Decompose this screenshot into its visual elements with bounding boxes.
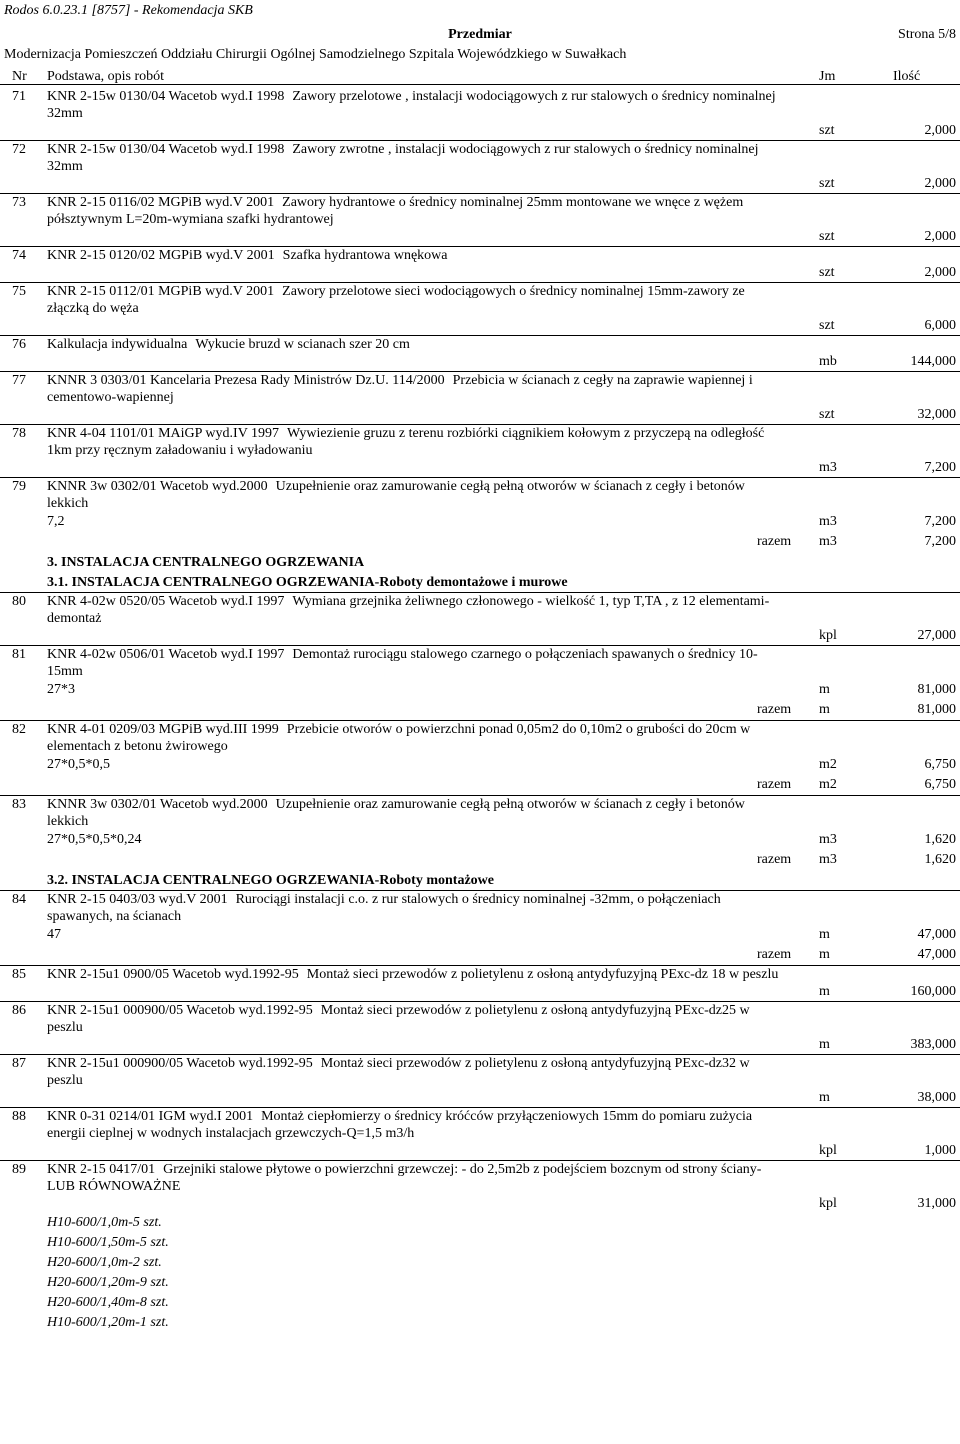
total-row (0, 532, 960, 552)
quantity-row (0, 1036, 960, 1054)
total-quantity: 6,750 (924, 777, 956, 792)
total-row (0, 775, 960, 795)
unit: kpl (819, 628, 837, 643)
quantity-row (0, 122, 960, 140)
document-title: Przedmiar (448, 27, 512, 42)
item-text: Montaż ciepłomierzy o średnicy króćców przyłączeniowych 15mm do pomiaru zużycia energii cieplnej w wodnych instalacjach grzewczych-Q=1,5 m3/h (47, 1109, 753, 1141)
calc-unit: m (819, 682, 830, 697)
total-unit: m3 (819, 852, 837, 867)
calc-unit: m3 (819, 832, 837, 847)
item-basis: KNR 0-31 0214/01 IGM wyd.I 2001 (47, 1109, 254, 1124)
calc-quantity: 7,200 (924, 514, 956, 529)
item-description (47, 141, 787, 175)
cost-item (0, 247, 960, 283)
item-text: Grzejniki stalowe płytowe o powierzchni grzewczej: - do 2,5m2b z podejściem bozcnym od strony ściany-LUB RÓWNOWAŻNE (47, 1162, 762, 1194)
variant-line: H10-600/1,20m-1 szt. (47, 1315, 169, 1330)
item-text: Zawory przelotowe sieci wodociągowych o średnicy nominalnej 15mm-zawory ze złączką do węża (47, 284, 745, 316)
quantity: 6,000 (924, 318, 956, 333)
item-text: Zawory zwrotne , instalacji wodociągowych z rur stalowych o średnicy nominalnej 32mm (47, 142, 759, 174)
cost-item-description-row (0, 372, 960, 406)
cost-item (0, 796, 960, 870)
item-text: Uzupełnienie oraz zamurowanie cegłą pełną otworów w ścianach z cegły i betonów lekkich (47, 797, 745, 829)
item-description (47, 1108, 787, 1142)
item-text: Wywiezienie gruzu z terenu rozbiórki ciągnikiem kołowym z przyczepą na odległość 1km przy ręcznym załadowaniu i wyładowaniu (47, 426, 765, 458)
quantity-row (0, 317, 960, 335)
section-heading (0, 870, 960, 891)
page-number: Strona 5/8 (898, 27, 956, 42)
quantity-row (0, 1089, 960, 1107)
cost-item (0, 1002, 960, 1055)
item-number: 75 (12, 284, 26, 299)
variant-line: H20-600/1,20m-9 szt. (47, 1275, 169, 1290)
unit: mb (819, 354, 837, 369)
cost-item-description-row (0, 336, 960, 353)
calc-quantity: 1,620 (924, 832, 956, 847)
quantity-row (0, 983, 960, 1001)
cost-item (0, 966, 960, 1002)
item-description (47, 336, 787, 353)
item-basis: KNNR 3w 0302/01 Wacetob wyd.2000 (47, 797, 268, 812)
item-description (47, 966, 787, 983)
cost-item-description-row (0, 891, 960, 925)
cost-item-description-row (0, 966, 960, 983)
total-row (0, 945, 960, 965)
item-basis: KNR 2-15 0112/01 MGPiB wyd.V 2001 (47, 284, 275, 299)
item-text: Uzupełnienie oraz zamurowanie cegłą pełną otworów w ścianach z cegły i betonów lekkich (47, 479, 745, 511)
cost-item (0, 1161, 960, 1333)
cost-item-description-row (0, 194, 960, 228)
unit: m (819, 984, 830, 999)
cost-item (0, 721, 960, 796)
variant-line: H20-600/1,40m-8 szt. (47, 1295, 169, 1310)
cost-item (0, 88, 960, 141)
column-nr: Nr (12, 69, 27, 84)
item-number: 76 (12, 337, 26, 352)
quantity: 1,000 (924, 1143, 956, 1158)
cost-item (0, 283, 960, 336)
calc-expression: 47 (47, 927, 61, 942)
unit: szt (819, 176, 835, 191)
cost-item-description-row (0, 88, 960, 122)
section-title: 3. INSTALACJA CENTRALNEGO OGRZEWANIA (47, 555, 365, 570)
calc-expression: 7,2 (47, 514, 65, 529)
total-quantity: 1,620 (924, 852, 956, 867)
item-basis: KNR 2-15u1 0900/05 Wacetob wyd.1992-95 (47, 967, 299, 982)
item-number: 86 (12, 1003, 26, 1018)
item-number: 89 (12, 1162, 26, 1177)
item-number: 78 (12, 426, 26, 441)
calculation-row (0, 755, 960, 775)
cost-item-description-row (0, 796, 960, 830)
cost-item-description-row (0, 593, 960, 627)
item-number: 83 (12, 797, 26, 812)
item-text: Demontaż rurociągu stalowego czarnego o połączeniach spawanych o średnicy 10-15mm (47, 647, 758, 679)
quantity-row (0, 175, 960, 193)
quantity: 31,000 (917, 1196, 956, 1211)
total-unit: m (819, 947, 830, 962)
total-unit: m (819, 702, 830, 717)
quantity: 38,000 (917, 1090, 956, 1105)
total-quantity: 47,000 (917, 947, 956, 962)
column-jm: Jm (819, 69, 836, 84)
cost-item (0, 336, 960, 372)
item-text: Zawory hydrantowe o średnicy nominalnej 25mm montowane we wnęce z wężem półsztywnym L=20m-wymiana szafki hydrantowej (47, 195, 744, 227)
calculation-row (0, 512, 960, 532)
item-text: Rurociągi instalacji c.o. z rur stalowych o średnicy nominalnej -32mm, o połączeniach spawanych, na ścianach (47, 892, 721, 924)
item-number: 81 (12, 647, 26, 662)
section-heading (0, 572, 960, 593)
quantity-row (0, 627, 960, 645)
item-basis: KNNR 3 0303/01 Kancelaria Prezesa Rady Ministrów Dz.U. 114/2000 (47, 373, 445, 388)
item-description (47, 1002, 787, 1036)
item-text: Przebicie otworów o powierzchni ponad 0,05m2 do 0,10m2 o grubości do 20cm w elementach z betonu żwirowego (47, 722, 751, 754)
quantity-row (0, 228, 960, 246)
quantity-row (0, 1195, 960, 1213)
item-basis: KNR 2-15 0403/03 wyd.V 2001 (47, 892, 228, 907)
total-row (0, 700, 960, 720)
cost-item (0, 141, 960, 194)
total-label: razem (757, 947, 792, 962)
item-basis: KNR 2-15 0417/01 (47, 1162, 156, 1177)
item-description (47, 372, 787, 406)
item-basis: KNR 4-02w 0520/05 Wacetob wyd.I 1997 (47, 594, 285, 609)
calc-unit: m (819, 927, 830, 942)
column-podstawa: Podstawa, opis robót (47, 69, 165, 84)
unit: szt (819, 318, 835, 333)
total-row (0, 850, 960, 870)
calc-unit: m2 (819, 757, 837, 772)
calculation-row (0, 830, 960, 850)
item-basis: KNR 2-15w 0130/04 Wacetob wyd.I 1998 (47, 89, 285, 104)
unit: kpl (819, 1196, 837, 1211)
total-label: razem (757, 534, 792, 549)
item-text: Przebicia w ścianach z cegły na zaprawie wapiennej i cementowo-wapiennej (47, 373, 753, 405)
section-heading (0, 552, 960, 572)
calculation-row (0, 925, 960, 945)
quantity: 144,000 (910, 354, 956, 369)
variant-line: H10-600/1,50m-5 szt. (47, 1235, 169, 1250)
cost-item-description-row (0, 141, 960, 175)
quantity: 32,000 (917, 407, 956, 422)
cost-item-description-row (0, 1002, 960, 1036)
item-text: Wymiana grzejnika żeliwnego członowego - wielkość 1, typ T,TA , z 12 elementami-demontaż (47, 594, 770, 626)
radiator-variants (47, 1213, 960, 1333)
calculation-row (0, 680, 960, 700)
column-ilosc: Ilość (893, 69, 921, 84)
item-description (47, 646, 787, 680)
cost-item-description-row (0, 283, 960, 317)
cost-item (0, 478, 960, 552)
cost-item-description-row (0, 1108, 960, 1142)
item-basis: KNR 4-02w 0506/01 Wacetob wyd.I 1997 (47, 647, 285, 662)
item-description (47, 478, 787, 512)
cost-item (0, 1108, 960, 1161)
item-number: 72 (12, 142, 26, 157)
app-title: Rodos 6.0.23.1 [8757] - Rekomendacja SKB (4, 3, 253, 18)
item-number: 80 (12, 594, 26, 609)
quantity: 2,000 (924, 176, 956, 191)
calc-expression: 27*0,5*0,5*0,24 (47, 832, 142, 847)
total-label: razem (757, 852, 792, 867)
item-number: 82 (12, 722, 26, 737)
item-text: Wykucie bruzd w scianach szer 20 cm (195, 337, 410, 352)
calc-expression: 27*0,5*0,5 (47, 757, 110, 772)
total-quantity: 7,200 (924, 534, 956, 549)
item-description (47, 88, 787, 122)
cost-item-description-row (0, 721, 960, 755)
cost-item (0, 372, 960, 425)
unit: m (819, 1037, 830, 1052)
cost-item-description-row (0, 425, 960, 459)
item-description (47, 1161, 787, 1195)
calc-quantity: 81,000 (917, 682, 956, 697)
total-label: razem (757, 777, 792, 792)
item-description (47, 283, 787, 317)
cost-item-description-row (0, 646, 960, 680)
item-description (47, 247, 787, 264)
quantity: 160,000 (910, 984, 956, 999)
item-description (47, 593, 787, 627)
item-basis: KNR 4-04 1101/01 MAiGP wyd.IV 1997 (47, 426, 280, 441)
calc-quantity: 6,750 (924, 757, 956, 772)
item-number: 85 (12, 967, 26, 982)
cost-item (0, 1055, 960, 1108)
item-number: 88 (12, 1109, 26, 1124)
section-title: 3.2. INSTALACJA CENTRALNEGO OGRZEWANIA-Roboty montażowe (47, 873, 494, 888)
item-description (47, 721, 787, 755)
total-unit: m3 (819, 534, 837, 549)
item-basis: KNR 2-15 0116/02 MGPiB wyd.V 2001 (47, 195, 275, 210)
item-basis: KNR 2-15u1 000900/05 Wacetob wyd.1992-95 (47, 1003, 313, 1018)
total-label: razem (757, 702, 792, 717)
item-number: 84 (12, 892, 26, 907)
quantity: 2,000 (924, 229, 956, 244)
unit: kpl (819, 1143, 837, 1158)
item-description (47, 796, 787, 830)
quantity: 7,200 (924, 460, 956, 475)
total-quantity: 81,000 (917, 702, 956, 717)
item-basis: KNR 4-01 0209/03 MGPiB wyd.III 1999 (47, 722, 279, 737)
item-basis: KNNR 3w 0302/01 Wacetob wyd.2000 (47, 479, 268, 494)
item-basis: KNR 2-15w 0130/04 Wacetob wyd.I 1998 (47, 142, 285, 157)
item-number: 74 (12, 248, 26, 263)
cost-items-list (0, 88, 960, 1333)
cost-item-description-row (0, 247, 960, 264)
calc-unit: m3 (819, 514, 837, 529)
item-description (47, 425, 787, 459)
variant-line: H20-600/1,0m-2 szt. (47, 1255, 162, 1270)
unit: szt (819, 407, 835, 422)
unit: szt (819, 123, 835, 138)
item-basis: KNR 2-15u1 000900/05 Wacetob wyd.1992-95 (47, 1056, 313, 1071)
calc-quantity: 47,000 (917, 927, 956, 942)
item-number: 79 (12, 479, 26, 494)
unit: m3 (819, 460, 837, 475)
quantity-row (0, 264, 960, 282)
unit: m (819, 1090, 830, 1105)
unit: szt (819, 265, 835, 280)
quantity: 27,000 (917, 628, 956, 643)
cost-item (0, 593, 960, 646)
item-description (47, 1055, 787, 1089)
item-basis: KNR 2-15 0120/02 MGPiB wyd.V 2001 (47, 248, 275, 263)
cost-item (0, 646, 960, 721)
item-description (47, 194, 787, 228)
calc-expression: 27*3 (47, 682, 75, 697)
item-text: Montaż sieci przewodów z polietylenu z osłoną antydyfuzyjną PExc-dz25 w peszlu (47, 1003, 750, 1035)
item-number: 77 (12, 373, 26, 388)
quantity: 383,000 (910, 1037, 956, 1052)
item-description (47, 891, 787, 925)
item-number: 87 (12, 1056, 26, 1071)
quantity: 2,000 (924, 123, 956, 138)
column-header (0, 66, 960, 85)
section-title: 3.1. INSTALACJA CENTRALNEGO OGRZEWANIA-Roboty demontażowe i murowe (47, 575, 568, 590)
total-unit: m2 (819, 777, 837, 792)
item-text: Montaż sieci przewodów z polietylenu z osłoną antydyfuzyjną PExc-dz 18 w peszlu (306, 967, 779, 982)
item-text: Szafka hydrantowa wnękowa (282, 248, 448, 263)
cost-item-description-row (0, 478, 960, 512)
item-text: Zawory przelotowe , instalacji wodociągowych z rur stalowych o średnicy nominalnej 32mm (47, 89, 776, 121)
variant-line: H10-600/1,0m-5 szt. (47, 1215, 162, 1230)
quantity-row (0, 406, 960, 424)
cost-item (0, 425, 960, 478)
quantity: 2,000 (924, 265, 956, 280)
quantity-row (0, 353, 960, 371)
quantity-row (0, 459, 960, 477)
project-subtitle: Modernizacja Pomieszczeń Oddziału Chirurgii Ogólnej Samodzielnego Szpitala Wojewódzkiego w Suwałkach (4, 47, 627, 62)
item-number: 71 (12, 89, 26, 104)
cost-item (0, 194, 960, 247)
item-text: Montaż sieci przewodów z polietylenu z osłoną antydyfuzyjną PExc-dz32 w peszlu (47, 1056, 750, 1088)
item-basis: Kalkulacja indywidualna (47, 337, 188, 352)
cost-item-description-row (0, 1055, 960, 1089)
item-number: 73 (12, 195, 26, 210)
cost-item-description-row (0, 1161, 960, 1195)
cost-item (0, 891, 960, 966)
unit: szt (819, 229, 835, 244)
quantity-row (0, 1142, 960, 1160)
